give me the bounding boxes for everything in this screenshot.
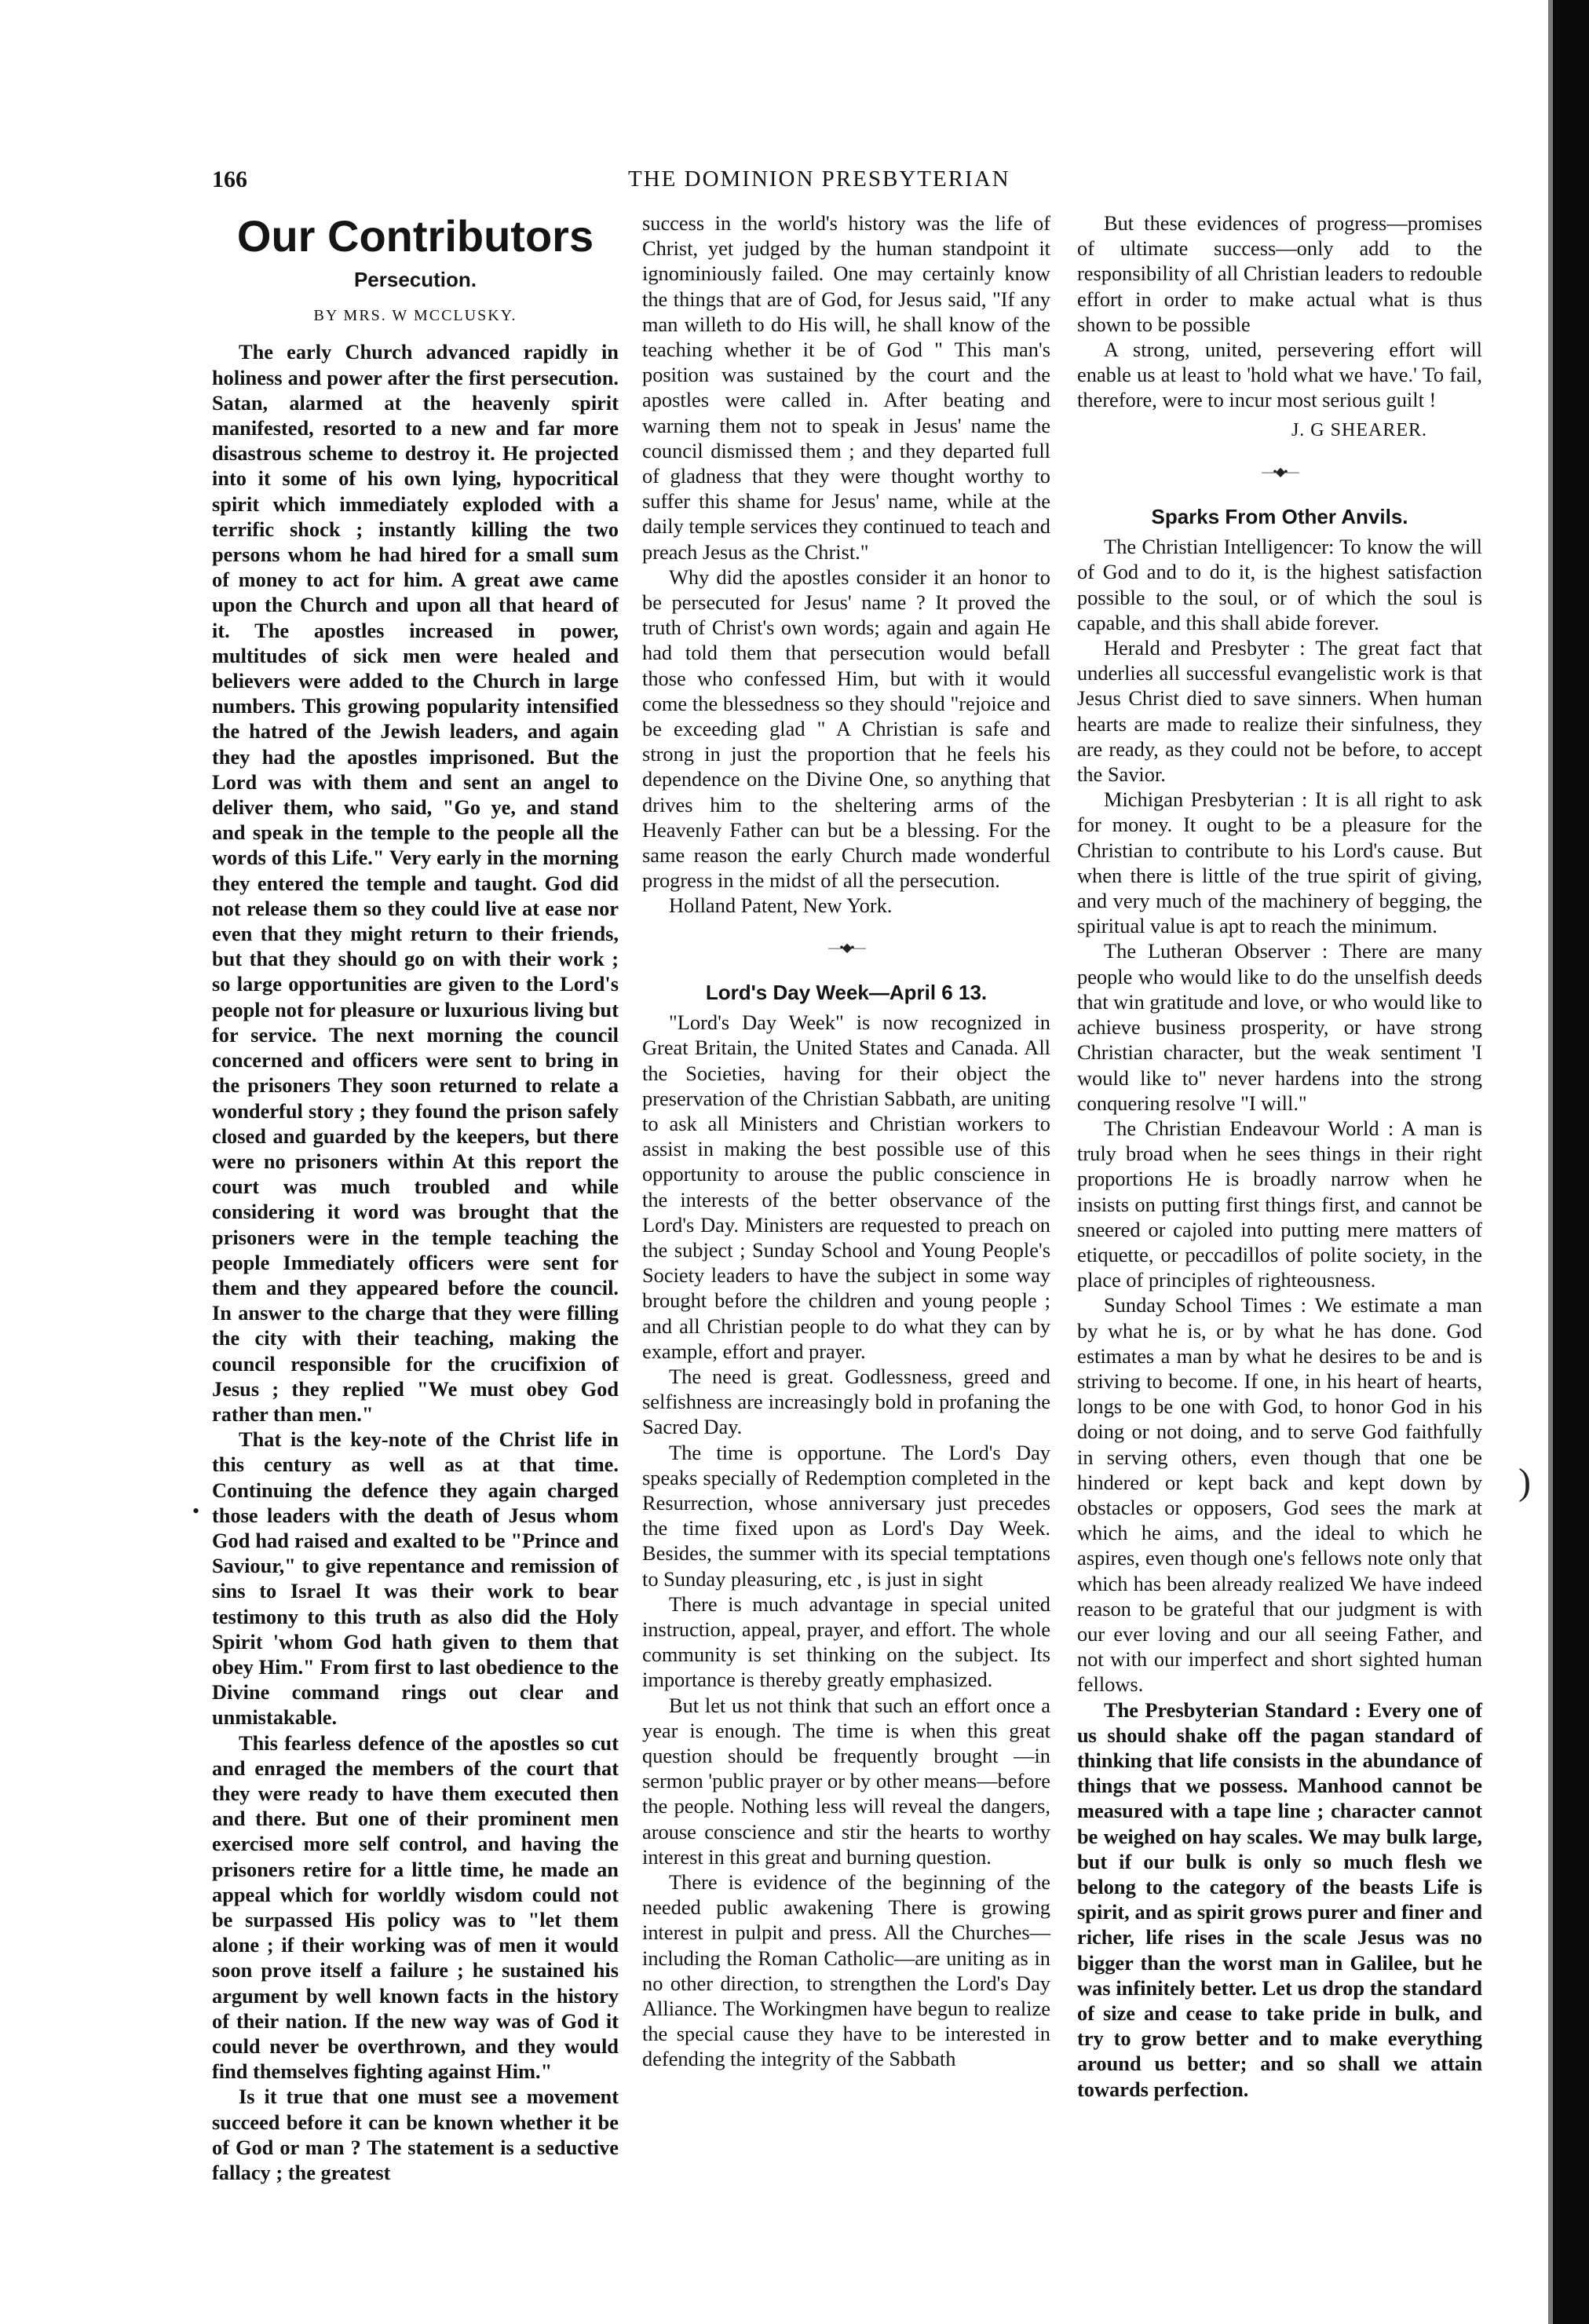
paragraph: Herald and Presbyter : The great fact that underlies all successful evangelistic work is that Jesus Christ died to save sinners. When human hearts are made to realize their sinfulness, they are ready, as they could not be before, to accept the Savior.	[1077, 636, 1482, 787]
column-2	[642, 210, 1050, 2072]
paragraph: Sunday School Times : We estimate a man by what he is, or by what he has done. God estimates a man by what he desires to be and is striving to become. If one, in his heart of hearts, longs to be one with God, to honor God in his doing or not doing, and to serve God faithfully in serving others, even though that one be hindered or kept back and kept down by obstacles or opposers, God sees the mark at which he aims, and the ideal to which he aspires, even though one's fellows note only that which has been already realized We have indeed reason to be grateful that our judgment is with our ever loving and our all seeing Father, and not with our imperfect and short sighted human fellows.	[1077, 1293, 1482, 1697]
signature: J. G SHEARER.	[1291, 419, 1427, 440]
section-divider: —•◆•—	[1262, 465, 1298, 479]
article-title-lords-day-week: Lord's Day Week—April 6 13.	[705, 980, 988, 1004]
margin-bullet: •	[192, 1500, 200, 1522]
column-3	[1077, 210, 1482, 2102]
section-divider: —•◆•—	[828, 941, 864, 955]
margin-bracket: )	[1518, 1461, 1531, 1503]
paragraph: But these evidences of progress—promises of ultimate success—only add to the responsibility of all Christian leaders to redouble effort in order to make actual what is thus shown to be possible	[1077, 211, 1482, 336]
paragraph: This fearless defence of the apostles so cut and enraged the members of the court that they were ready to have them executed then and there. But one of their prominent men exercised more self control, and having the prisoners retire for a little time, he made an appeal which for worldly wisdom could not be surpassed His policy was to "let them alone ; if their working was of men it would soon prove itself a failure ; he sustained his argument by well known facts in the history of their nation. If the new way was of God it could never be overthrown, and they would find themselves fighting against Him."	[212, 1730, 619, 2084]
paragraph: The Christian Intelligencer: To know the will of God and to do it, is the highest satisfaction possible to the soul, or of which the soul is capable, and this shall abide forever.	[1077, 535, 1482, 634]
paragraph: The time is opportune. The Lord's Day speaks specially of Redemption completed in the Resurrection, whose anniversary just precedes the time fixed upon as Lord's Day Week. Besides, the summer with its special temptations to Sunday pleasuring, etc , is just in sight	[642, 1440, 1050, 1591]
article-title-persecution: Persecution.	[353, 268, 477, 291]
dateline-place: Holland Patent, New York.	[669, 893, 893, 918]
page-number: 166	[212, 166, 247, 192]
paragraph: The early Church advanced rapidly in holiness and power after the first persecution. Satan, alarmed at the heavenly spirit manifested, resorted to a new and far more disastrous scheme to destroy it. He projected into it some of his own lying, hypocritical spirit which immediately exploded with a terrific shock ; instantly killing the two persons whom he had hired for a small sum of money to act for him. A great awe came upon the Church and upon all that heard of it. The apostles increased in power, multitudes of sick men were healed and believers were added to the Church in large numbers. This growing popularity intensified the hatred of the Jewish leaders, and again they had the apostles imprisoned. But the Lord was with them and sent an angel to deliver them, who said, "Go ye, and stand and speak in the temple to the people all the words of this Life." Very early in the morning they entered the temple and taught. God did not release them so they could live at ease nor even that they might return to their friends, but that they should go on with their work ; so large opportunities are given to the Lord's people not for pleasure or luxurious living but for service. The next morning the council concerned and officers were sent to bring in the prisoners They soon returned to relate a wonderful story ; they found the prison safely closed and guarded by the keepers, but there were no prisoners within At this report the court was much troubled and while considering it word was brought that the prisoners were in the temple teaching the people Immediately officers were sent for them and they appeared before the council. In answer to the charge that they were filling the city with their teaching, making the council responsible for the crucifixion of Jesus ; they replied "We must obey God rather than men."	[212, 340, 619, 1426]
byline: BY MRS. W MCCLUSKY.	[313, 307, 517, 325]
paragraph: Michigan Presbyterian : It is all right to ask for money. It ought to be a pleasure for the Christian to contribute to his Lord's cause. But when there is little of the true spirit of giving, and very much of the machinery of begging, the spiritual value is apt to reach the minimum.	[1077, 787, 1482, 938]
paragraph: There is evidence of the beginning of the needed public awakening There is growing interest in pulpit and press. All the Churches—including the Roman Catholic—are uniting as in no other direction, to strengthen the Lord's Day Alliance. The Workingmen have begun to realize the special cause they have to be interested in defending the integrity of the Sabbath	[642, 1870, 1050, 2071]
paragraph: Is it true that one must see a movement succeed before it can be known whether it be of God or man ? The statement is a seductive fallacy ; the greatest	[212, 2085, 619, 2185]
paragraph: The Lutheran Observer : There are many people who would like to do the unselfish deeds that win gratitude and love, or who would like to achieve business prosperity, or have strong Christian character, but the weak sentiment 'I would like to" never hardens into the strong conquering resolve "I will."	[1077, 939, 1482, 1115]
paragraph: The Christian Endeavour World : A man is truly broad when he sees things in their right proportions He is broadly narrow when he insists on putting first things first, and cannot be sneered or cajoled into putting mere matters of etiquette, or peccadillos of polite society, in the place of principles of righteousness.	[1077, 1116, 1482, 1292]
article-title-sparks-from-other-anvils: Sparks From Other Anvils.	[1151, 505, 1408, 529]
paragraph: But let us not think that such an effort once a year is enough. The time is when this great question should be frequently brought —in sermon 'public prayer or by other means—before the people. Nothing less will reveal the dangers, arouse conscience and stir the hearts to worthy interest in this great and burning question.	[642, 1693, 1050, 1869]
paragraph: The need is great. Godlessness, greed and selfishness are increasingly bold in profaning the Sacred Day.	[642, 1364, 1050, 1439]
paragraph: The Presbyterian Standard : Every one of us should shake off the pagan standard of thinking that life consists in the abundance of things that we possess. Manhood cannot be measured with a tape line ; character cannot be weighed on hay scales. We may bulk large, but if our bulk is only so much flesh we belong to the category of the beasts Life is spirit, and as spirit grows purer and finer and richer, life rises in the scale Jesus was no bigger than the worst man in Galilee, but he was infinitely better. Let us drop the standard of size and cease to take pride in bulk, and try to grow better and to make everything around us better; and so shall we attain towards perfection.	[1077, 1697, 1482, 2101]
paragraph: That is the key-note of the Christ life in this century as well as at that time. Continuing the defence they again charged those leaders with the death of Jesus whom God had raised and exalted to be "Prince and Saviour," to give repentance and remission of sins to Israel It was their work to bear testimony to this truth as also did the Holy Spirit 'whom God hath given to them that obey Him." From first to last obedience to the Divine command rings out clear and unmistakable.	[212, 1427, 619, 1730]
column-1	[212, 210, 619, 2185]
paragraph: "Lord's Day Week" is now recognized in Great Britain, the United States and Canada. All the Societies, having for their object the preservation of the Christian Sabbath, are uniting to ask all Ministers and Christian workers to assist in making the best possible use of this opportunity to arouse the public conscience in the interests of the better observance of the Lord's Day. Ministers are requested to preach on the subject ; Sunday School and Young People's Society leaders to have the subject in some way brought before the children and young people ; and all Christian people to do what they can by example, effort and prayer.	[642, 1010, 1050, 1363]
paragraph: There is much advantage in special united instruction, appeal, prayer, and effort. The whole community is set thinking on the subject. Its importance is thereby greatly emphasized.	[642, 1591, 1050, 1692]
running-head: THE DOMINION PRESBYTERIAN	[628, 166, 1010, 192]
paragraph: Why did the apostles consider it an honor to be persecuted for Jesus' name ? It proved the truth of Christ's own words; again and again He had told them that persecution would befall those who confessed Him, but with it would come the blessedness so they should "rejoice and be exceeding glad " A Christian is safe and strong in just the proportion that he feels his dependence on the Divine One, so anything that drives him to the sheltering arms of the Heavenly Father can but be a blessing. For the same reason the early Church made wonderful progress in the midst of all the persecution.	[642, 565, 1050, 893]
paragraph: success in the world's history was the life of Christ, yet judged by the human standpoint it ignominiously failed. One may certainly know the things that are of God, for Jesus said, "If any man willeth to do His will, he shall know of the teaching whether it be of God " This man's position was sustained by the court and the apostles were called in. After beating and warning them not to speak in Jesus' name the council dismissed them ; and they departed full of gladness that they were thought worthy to suffer this shame for Jesus' name, while at the daily temple services they continued to teach and preach Jesus as the Christ."	[642, 211, 1050, 564]
page-edge-border	[1553, 0, 1589, 2324]
section-title-our-contributors: Our Contributors	[236, 211, 594, 261]
paragraph: A strong, united, persevering effort will enable us at least to 'hold what we have.' To fail, therefore, were to incur most serious guilt !	[1077, 338, 1482, 412]
